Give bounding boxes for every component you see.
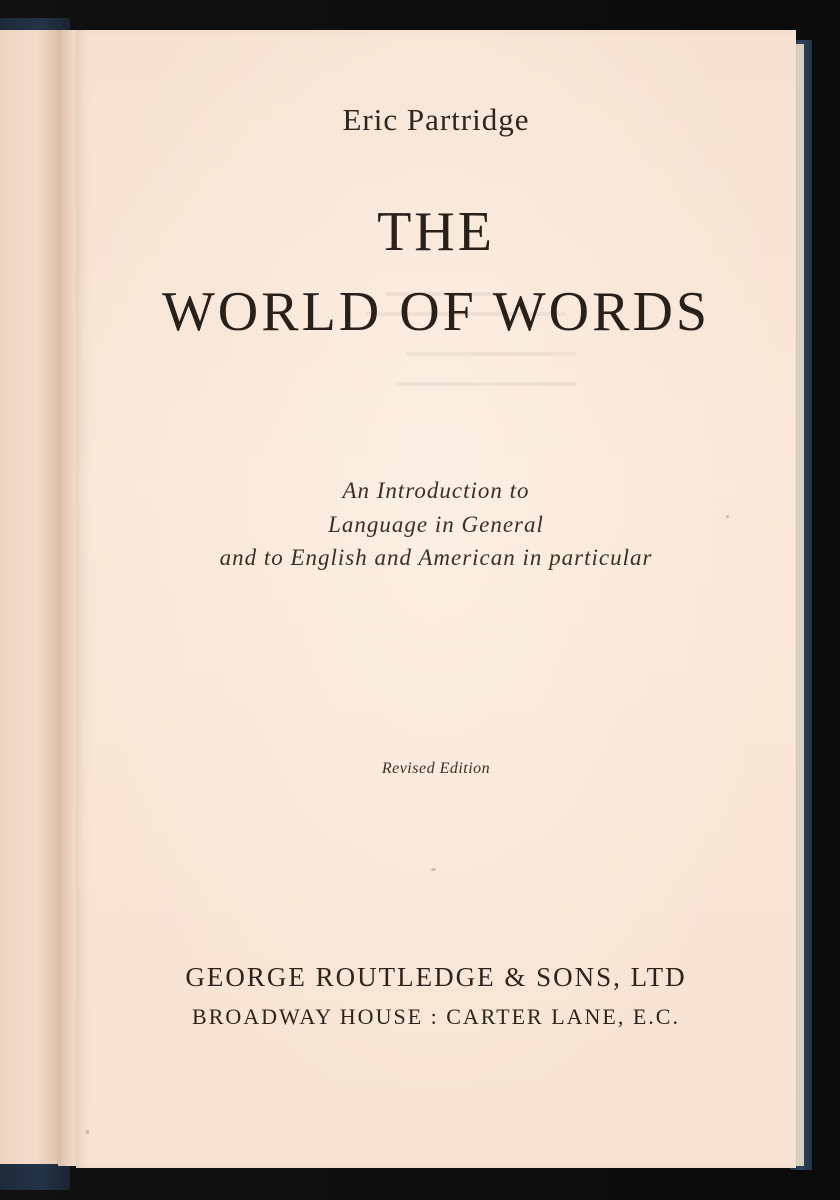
publisher-name: GEORGE ROUTLEDGE & SONS, LTD: [185, 962, 687, 992]
publisher-address: BROADWAY HOUSE : CARTER LANE, E.C.: [192, 1004, 680, 1029]
subtitle-line-3: and to English and American in particular: [219, 545, 653, 570]
paper-speck: [431, 868, 436, 871]
edition-note: Revised Edition: [381, 760, 491, 777]
paper-speck: [726, 515, 729, 518]
book-title-line-1: THE: [377, 201, 495, 263]
title-page: [76, 30, 796, 1168]
paper-speck: [86, 1130, 89, 1134]
subtitle-line-2: Language in General: [328, 512, 544, 537]
book-title-line-2: WORLD OF WORDS: [161, 281, 711, 343]
author-name: Eric Partridge: [342, 102, 530, 137]
subtitle-line-1: An Introduction to: [342, 478, 530, 503]
left-endpaper: [0, 30, 64, 1164]
